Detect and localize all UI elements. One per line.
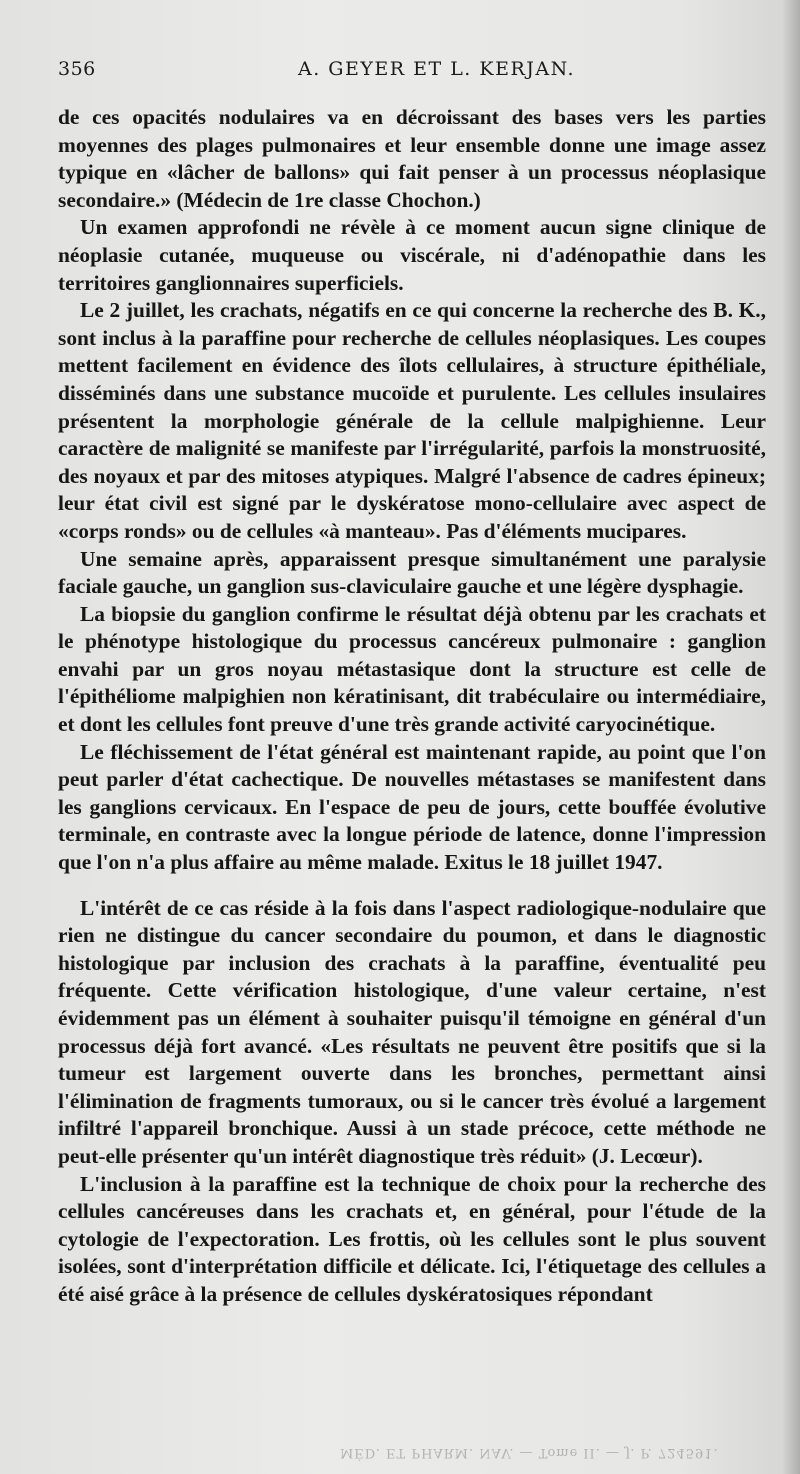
paragraph-flechissement: Le fléchissement de l'état général est maintenant rapide, au point que l'on peut parler d'état cachectique. De nouvelles métastases se manifestent dans les ganglions cervicaux. En l'espace de peu de jours, cette bouffée évolutive terminale, en contraste avec la longue période de latence, donne l'impression que l'on n'a plus affaire au même malade. Exitus le 18 juillet 1947. (58, 739, 766, 875)
paragraph-crachats: Le 2 juillet, les crachats, négatifs en ce qui concerne la recherche des B. K., sont inclus à la paraffine pour recherche de cellules néoplasiques. Les coupes mettent facilement en évidence des îlots cellulaires, à structure épithéliale, disséminés dans une substance mucoïde et purulente. Les cellules insulaires présentent la morphologie générale de la cellule malpighienne. Leur caractère de malignité se manifeste par l'irrégularité, parfois la monstruosité, des noyaux et par des mitoses atypiques. Malgré l'absence de cadres épineux; leur état civil est signé par le dyskératose mono-cellulaire avec aspect de «corps ronds» ou de cellules «à manteau». Pas d'éléments mucipares. (58, 298, 766, 543)
paragraph-paralysie: Une semaine après, apparaissent presque simultanément une paralysie faciale gauche, un ganglion sus-claviculaire gauche et une légère dysphagie. (58, 546, 766, 599)
running-head: A. GEYER ET L. KERJAN. (298, 58, 576, 80)
paragraph-biopsie: La biopsie du ganglion confirme le résultat déjà obtenu par les crachats et le phénotype histologique du processus cancéreux pulmonaire : ganglion envahi par un gros noyau métastasique dont la structure est celle de l'épithéliome malpighien non kératinisant, dit trabéculaire ou intermédiaire, et dont les cellules font preuve d'une très grande activité caryocinétique. (58, 601, 766, 737)
page-number: 356 (58, 58, 96, 80)
paragraph-examen: Un examen approfondi ne révèle à ce moment aucun signe clinique de néoplasie cutanée, muqueuse ou viscérale, ni d'adénopathie dans les territoires ganglionnaires superficiels. (58, 215, 766, 295)
show-through-footer: MÉD. ET PHARM. NAV. — Tome II. — J. P. 724591. (340, 1445, 719, 1460)
body-text (58, 104, 766, 1309)
gutter-shadow (782, 0, 800, 1474)
paragraph-interet: L'intérêt de ce cas réside à la fois dans l'aspect radiologique-nodulaire que rien ne distingue du cancer secondaire du poumon, et dans le diagnostic histologique par inclusion des crachats à la paraffine, éventualité peu fréquente. Cette vérification histologique, d'une valeur certaine, n'est évidemment pas un élément à souhaiter puisqu'il témoigne en général d'un processus déjà fort avancé. «Les résultats ne peuvent être positifs que si la tumeur est largement ouverte dans les bronches, permettant ainsi l'élimination de fragments tumoraux, ou si le cancer très évolué a largement infiltré l'appareil bronchique. Aussi à un stade précoce, cette méthode ne peut-elle présenter qu'un intérêt diagnostique très réduit» (J. Lecœur). (58, 895, 766, 1168)
paragraph-continuation: de ces opacités nodulaires va en décroissant des bases vers les parties moyennes des plages pulmonaires et leur ensemble donne une image assez typique en «lâcher de ballons» qui fait penser à un processus néoplasique secondaire.» (Médecin de 1re classe Chochon.) (58, 105, 766, 212)
paragraph-inclusion: L'inclusion à la paraffine est la technique de choix pour la recherche des cellules cancéreuses dans les crachats et, en général, pour l'étude de la cytologie de l'expectoration. Les frottis, où les cellules sont le plus souvent isolées, sont d'interprétation difficile et délicate. Ici, l'étiquetage des cellules a été aisé grâce à la présence de cellules dyskératosiques répondant (58, 1171, 766, 1306)
page-header (58, 58, 758, 88)
